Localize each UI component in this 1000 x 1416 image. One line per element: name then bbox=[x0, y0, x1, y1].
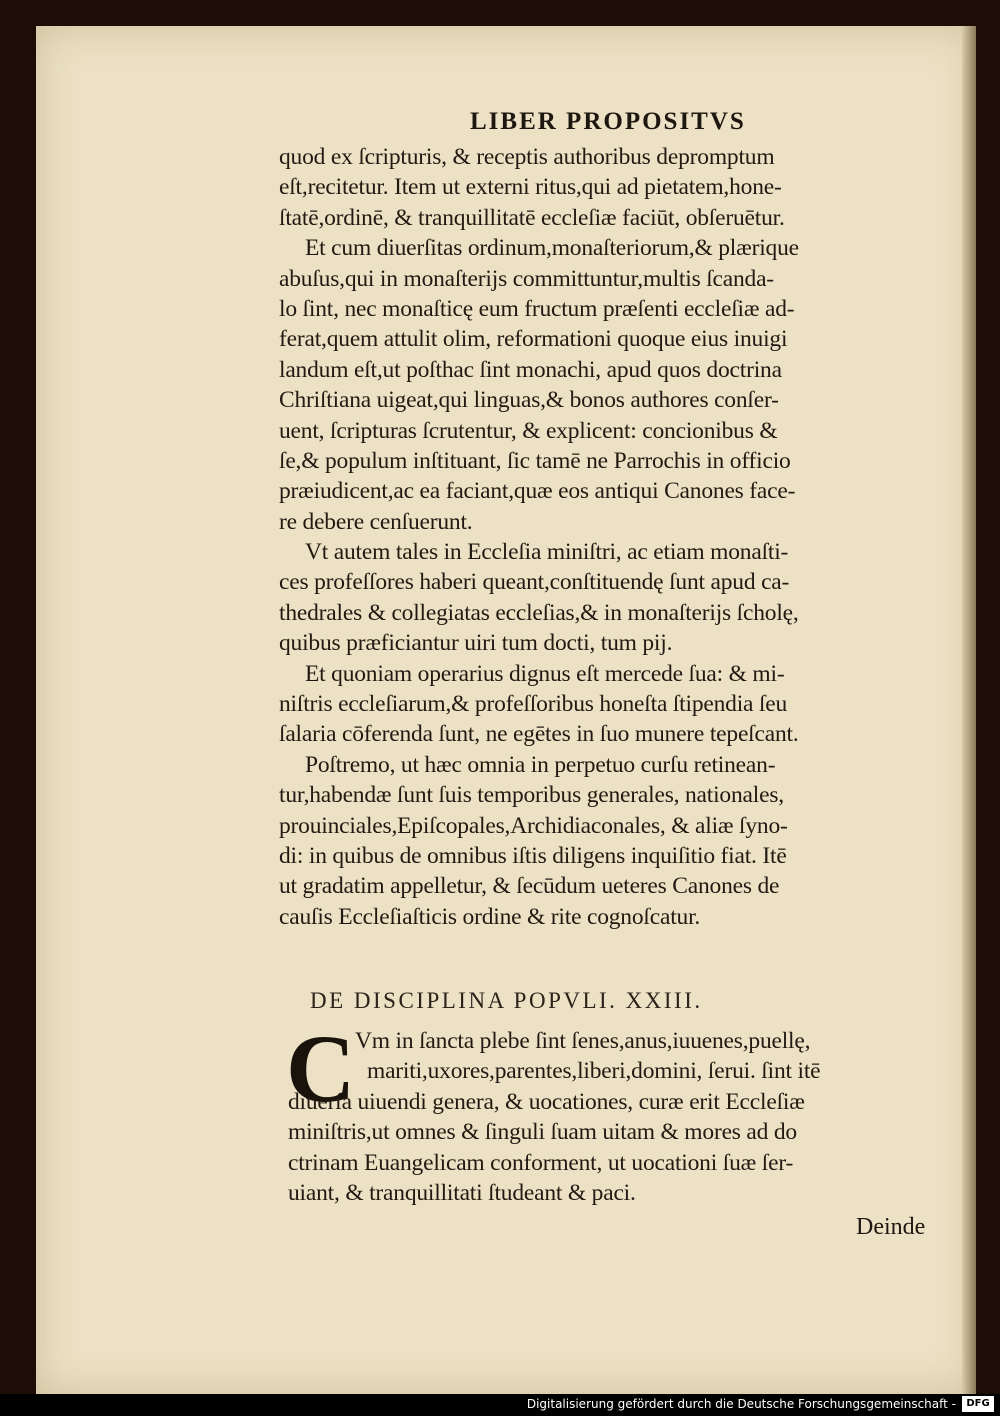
text-line: diuerſa uiuendi genera, & uocationes, curæ erit Eccleſiæ bbox=[288, 1089, 805, 1115]
text-line: Et quoniam operarius dignus eſt mercede ſua: & mi- bbox=[305, 660, 785, 687]
text-line: mariti,uxores,parentes,liberi,domini, ſerui. ſint itē bbox=[367, 1058, 821, 1085]
text-line: lo ſint, nec monaſticę eum fructum præſenti eccleſiæ ad- bbox=[279, 295, 795, 322]
text-line: ut gradatim appelletur, & ſecūdum ueteres Canones de bbox=[279, 873, 780, 900]
text-line: ſtatē,ordinē, & tranquillitatē eccleſiæ faciūt, obſeruētur. bbox=[279, 204, 785, 231]
text-line: Chriſtiana uigeat,qui linguas,& bonos authores conſer- bbox=[279, 387, 779, 414]
drop-cap-initial: C bbox=[286, 1015, 356, 1122]
text-line: abuſus,qui in monaſterijs committuntur,multis ſcanda- bbox=[279, 265, 774, 292]
text-line: quibus præficiantur uiri tum docti, tum pij. bbox=[279, 630, 673, 657]
text-line: uent, ſcripturas ſcrutentur, & explicent: concionibus & bbox=[279, 417, 778, 444]
text-line: uiant, & tranquillitati ſtudeant & paci. bbox=[288, 1180, 636, 1207]
section-text bbox=[288, 1087, 938, 1209]
text-line: re debere cenſuerunt. bbox=[279, 508, 473, 535]
text-line: miniſtris,ut omnes & ſinguli ſuam uitam & mores ad do bbox=[288, 1119, 797, 1146]
text-line: ſe,& populum inſtituant, ſic tamē ne Parrochis in officio bbox=[279, 447, 791, 474]
text-line: Vm in ſancta plebe ſint ſenes,anus,iuuenes,puellę, bbox=[355, 1028, 811, 1054]
text-line: di: in quibus de omnibus iſtis diligens inquiſitio fiat. Itē bbox=[279, 842, 787, 869]
body-text bbox=[279, 142, 899, 932]
text-line: ſalaria cōferenda ſunt, ne egētes in ſuo munere tepeſcant. bbox=[279, 721, 799, 748]
text-line: Vt autem tales in Eccleſia miniſtri, ac etiam monaſti- bbox=[305, 539, 789, 566]
text-line: cauſis Eccleſiaſticis ordine & rite cognoſcatur. bbox=[279, 903, 701, 930]
text-line: Poſtremo, ut hæc omnia in perpetuo curſu retinean- bbox=[305, 751, 776, 778]
catchword: Deinde bbox=[856, 1214, 926, 1240]
text-line: ferat,quem attulit olim, reformationi quoque eius inuigi bbox=[279, 326, 788, 353]
dfg-logo[interactable]: DFG bbox=[962, 1396, 994, 1412]
text-line: prouinciales,Epiſcopales,Archidiaconales, & aliæ ſyno- bbox=[279, 812, 788, 839]
text-line: præiudicent,ac ea faciant,quæ eos antiqui Canones face- bbox=[279, 478, 796, 505]
section-text-indented bbox=[355, 1026, 955, 1087]
page-edge bbox=[962, 26, 976, 1394]
running-head: LIBER PROPOSITVS bbox=[470, 108, 746, 135]
section-heading: DE DISCIPLINA POPVLI. XXIII. bbox=[310, 988, 703, 1013]
text-line: Et cum diuerſitas ordinum,monaſteriorum,& plærique bbox=[305, 235, 799, 262]
text-line: quod ex ſcripturis, & receptis authoribus depromptum bbox=[279, 144, 775, 170]
text-line: niſtris eccleſiarum,& profeſſoribus honeſta ſtipendia ſeu bbox=[279, 691, 788, 718]
text-line: landum eſt,ut poſthac ſint monachi, apud quos doctrina bbox=[279, 356, 782, 383]
text-line: ctrinam Euangelicam conforment, ut uocationi ſuæ ſer- bbox=[288, 1149, 794, 1176]
footer-credit: Digitalisierung gefördert durch die Deutsche Forschungsgemeinschaft - bbox=[526, 1397, 956, 1411]
text-line: ces profeſſores haberi queant,conſtituendę ſunt apud ca- bbox=[279, 569, 790, 596]
text-line: tur,habendæ ſunt ſuis temporibus generales, nationales, bbox=[279, 782, 784, 809]
text-line: eſt,recitetur. Item ut externi ritus,qui ad pietatem,hone- bbox=[279, 174, 782, 201]
text-line: thedrales & collegiatas eccleſias,& in monaſterijs ſcholę, bbox=[279, 599, 799, 626]
